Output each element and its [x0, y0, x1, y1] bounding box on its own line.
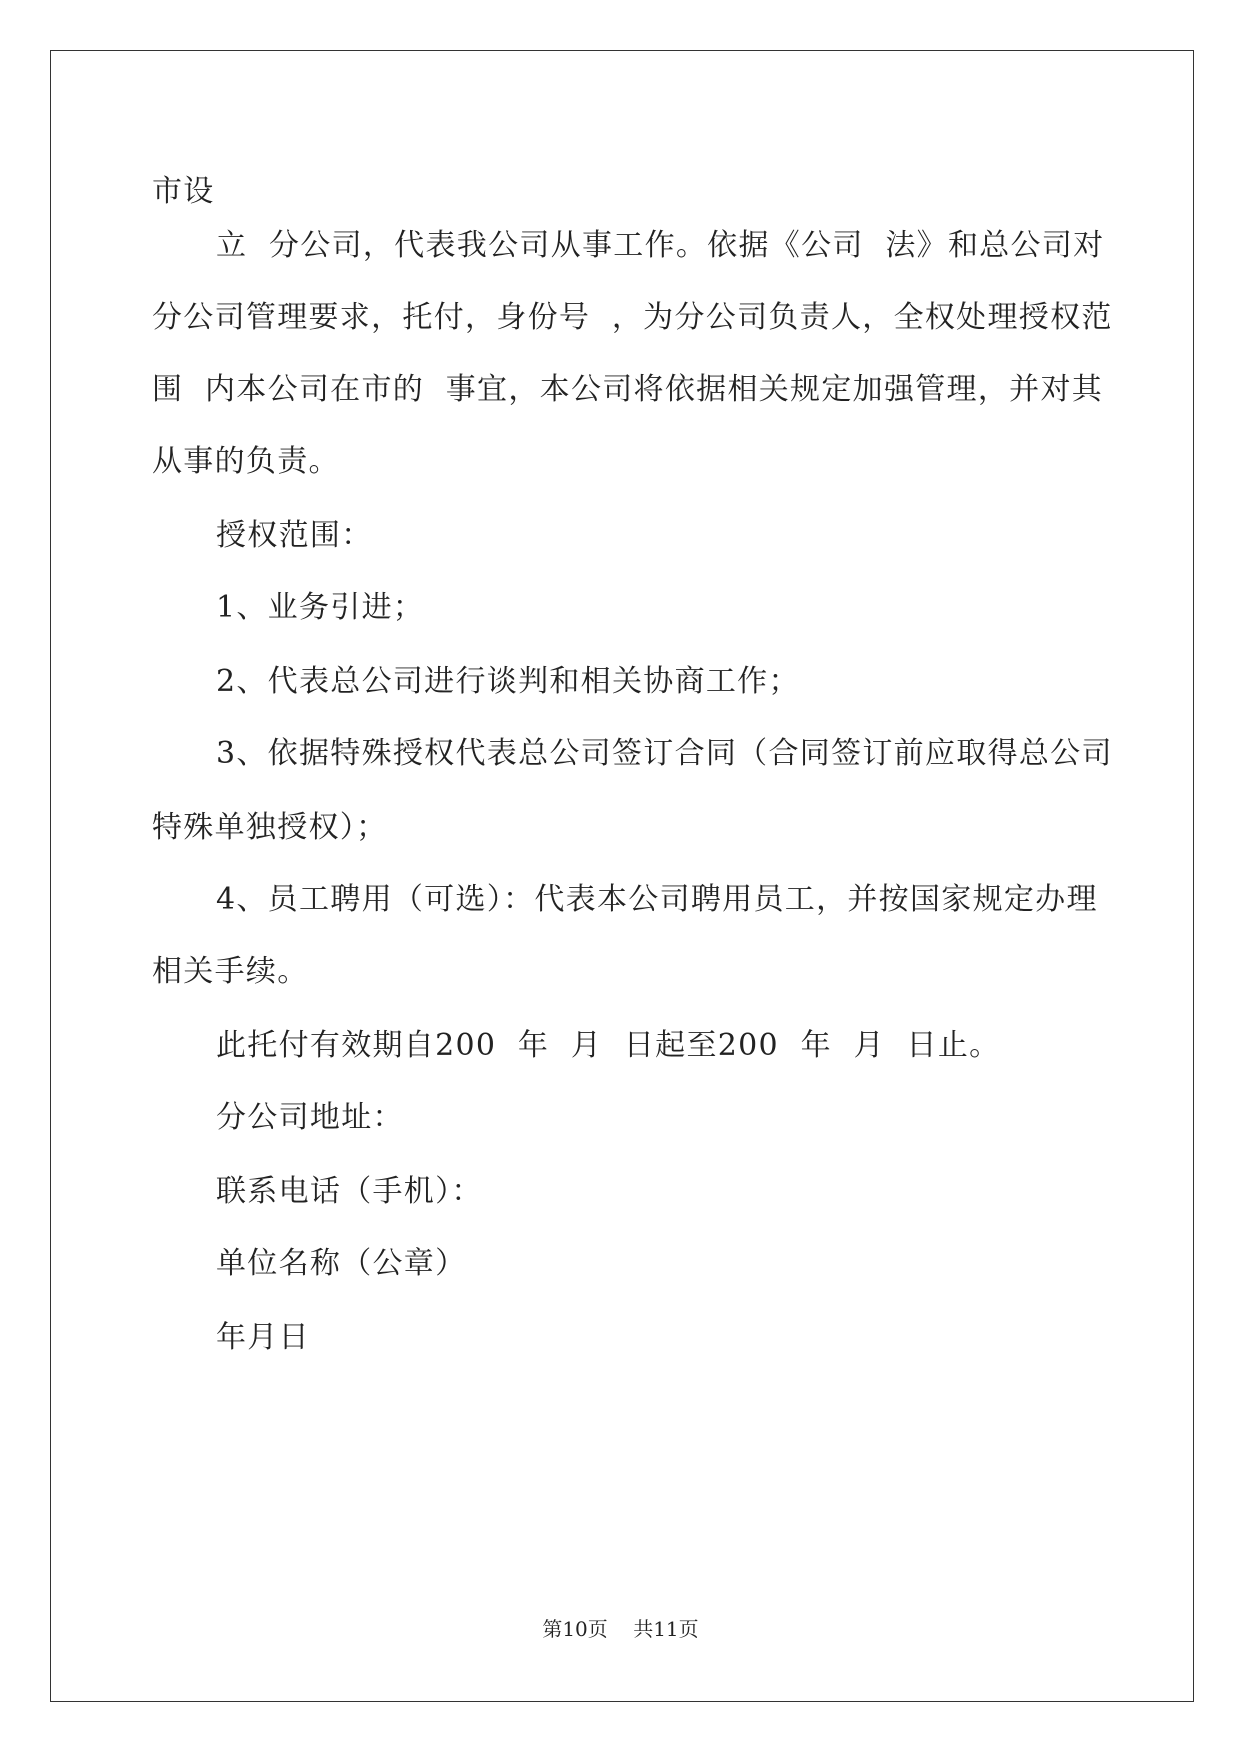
text-line: 围 内本公司在市的 事宜，本公司将依据相关规定加强管理，并对其	[152, 372, 1104, 407]
list-item: 2、代表总公司进行谈判和相关协商工作；	[216, 664, 800, 699]
contact-phone-label: 联系电话（手机）：	[216, 1174, 483, 1209]
unit-name-label: 单位名称（公章）	[216, 1246, 467, 1281]
section-heading: 授权范围：	[216, 518, 373, 553]
validity-period: 此托付有效期自200 年 月 日起至200 年 月 日止。	[216, 1028, 1001, 1063]
branch-address-label: 分公司地址：	[216, 1100, 404, 1135]
list-item: 4、员工聘用（可选）：代表本公司聘用员工，并按国家规定办理	[216, 882, 1098, 917]
paragraph-line: 立 分公司，代表我公司从事工作。依据《公司 法》和总公司对	[216, 228, 1105, 263]
list-item: 1、业务引进；	[216, 590, 425, 625]
text-line: 相关手续。	[152, 954, 309, 989]
text-line: 从事的负责。	[152, 444, 340, 479]
list-item: 3、依据特殊授权代表总公司签订合同（合同签订前应取得总公司	[216, 736, 1113, 771]
page-footer: 第10页 共11页	[542, 1617, 699, 1641]
date-label: 年月日	[216, 1320, 310, 1355]
text-line: 分公司管理要求，托付，身份号 ，为分公司负责人，全权处理授权范	[152, 300, 1113, 335]
text-line: 市设	[152, 174, 215, 209]
text-line: 特殊单独授权）；	[152, 810, 388, 845]
